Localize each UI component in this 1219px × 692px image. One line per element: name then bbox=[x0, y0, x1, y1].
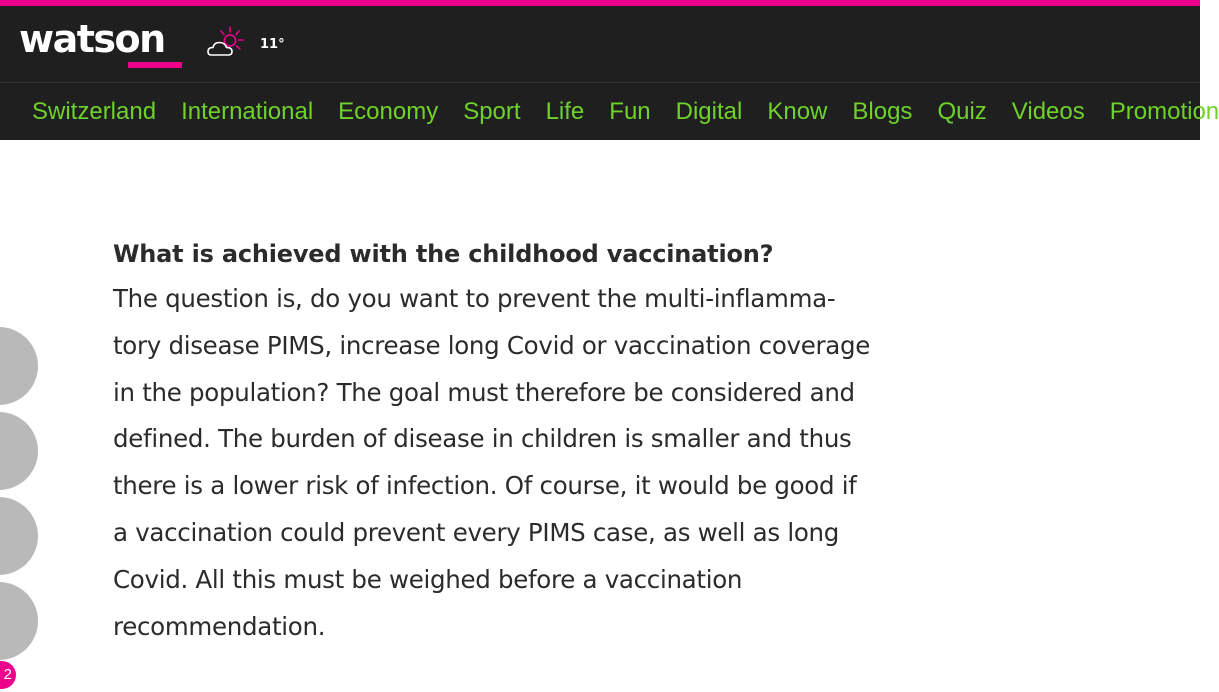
nav-item-know[interactable]: Know bbox=[767, 98, 828, 125]
nav-item-quiz[interactable]: Quiz bbox=[937, 98, 987, 125]
share-button[interactable] bbox=[0, 582, 38, 660]
nav-item-promotion[interactable]: Promotion bbox=[1109, 98, 1219, 125]
paragraph-line: The question is, do you want to prevent the multi-inflamma- bbox=[113, 284, 836, 313]
paragraph-line: in the population? The goal must therefore be considered and bbox=[113, 377, 855, 407]
paragraph-line: Covid. All this must be weighed before a vaccination bbox=[113, 564, 743, 594]
nav-item-life[interactable]: Life bbox=[545, 98, 585, 125]
article-paragraph bbox=[113, 276, 913, 650]
nav-item-videos[interactable]: Videos bbox=[1011, 98, 1085, 125]
nav-item-sport[interactable]: Sport bbox=[463, 98, 521, 125]
nav-item-fun[interactable]: Fun bbox=[609, 98, 651, 125]
paragraph-line: there is a lower risk of infection. Of course, it would be good if bbox=[113, 471, 857, 501]
paragraph-line: tory disease PIMS, increase long Covid or vaccination coverage bbox=[113, 330, 871, 360]
article-body bbox=[113, 232, 913, 650]
nav-item-switzerland[interactable]: Switzerland bbox=[32, 98, 157, 125]
paragraph-line: a vaccination could prevent every PIMS case, as well as long bbox=[113, 517, 840, 547]
main-navigation bbox=[0, 82, 1219, 140]
share-button[interactable] bbox=[0, 497, 38, 575]
nav-item-international[interactable]: International bbox=[181, 98, 314, 125]
comment-count-badge[interactable]: 2 bbox=[0, 661, 16, 689]
nav-item-economy[interactable]: Economy bbox=[338, 98, 439, 125]
logo-underline bbox=[128, 62, 182, 68]
paragraph-line: recommendation. bbox=[113, 611, 326, 641]
temperature-label: 11° bbox=[260, 36, 285, 52]
article-subheading: What is achieved with the childhood vaccination? bbox=[113, 240, 774, 268]
site-header bbox=[0, 6, 1200, 82]
share-button[interactable] bbox=[0, 327, 38, 405]
paragraph-line: defined. The burden of disease in children is smaller and thus bbox=[113, 424, 852, 454]
nav-item-digital[interactable]: Digital bbox=[675, 98, 743, 125]
nav-item-blogs[interactable]: Blogs bbox=[852, 98, 913, 125]
partly-sunny-icon bbox=[206, 24, 246, 64]
weather-widget[interactable] bbox=[206, 24, 285, 64]
watson-logo[interactable]: watson bbox=[19, 17, 165, 61]
share-button[interactable] bbox=[0, 412, 38, 490]
